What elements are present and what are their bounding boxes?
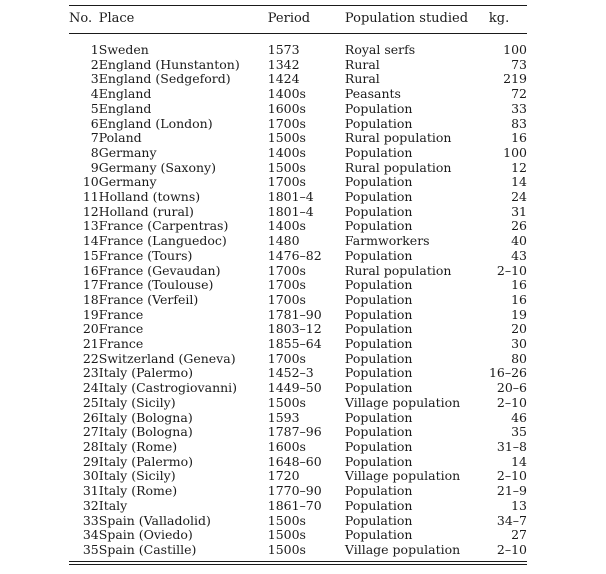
table-row xyxy=(69,58,527,73)
header-place: Place xyxy=(98,11,135,27)
cell-no: 20 xyxy=(82,321,99,337)
cell-kg: 30 xyxy=(511,336,527,352)
cell-kg: 13 xyxy=(511,497,527,513)
cell-place: Italy xyxy=(98,497,128,513)
table-row xyxy=(69,234,527,249)
cell-place: Holland (towns) xyxy=(98,189,201,205)
cell-place: France (Verfeil) xyxy=(98,291,199,307)
cell-population-studied: Population xyxy=(344,291,413,307)
cell-period: 1400s xyxy=(267,86,306,102)
cell-period: 1855–64 xyxy=(267,336,322,352)
cell-period: 1476–82 xyxy=(267,247,322,263)
cell-place: Italy (Castrogiovanni) xyxy=(98,380,238,396)
header-kg: kg. xyxy=(488,11,510,27)
cell-place: France (Languedoc) xyxy=(98,233,227,249)
cell-no: 33 xyxy=(82,512,99,528)
cell-population-studied: Population xyxy=(344,380,413,396)
cell-no: 26 xyxy=(82,409,99,425)
cell-kg: 16 xyxy=(511,277,527,293)
cell-no: 16 xyxy=(82,262,99,278)
cell-population-studied: Village population xyxy=(344,541,461,557)
cell-no: 11 xyxy=(82,189,99,205)
cell-kg: 35 xyxy=(511,424,527,440)
cell-population-studied: Farmworkers xyxy=(344,233,430,249)
cell-place: Poland xyxy=(98,130,142,146)
cell-population-studied: Rural xyxy=(344,71,380,87)
cell-no: 31 xyxy=(82,483,99,499)
cell-no: 3 xyxy=(90,71,99,87)
cell-no: 21 xyxy=(82,336,99,352)
cell-kg: 21–9 xyxy=(496,483,527,499)
header-no: No. xyxy=(69,11,93,27)
cell-period: 1648–60 xyxy=(267,453,322,469)
cell-population-studied: Population xyxy=(344,512,413,528)
cell-population-studied: Population xyxy=(344,144,413,160)
cell-place: England xyxy=(98,86,152,102)
cell-no: 27 xyxy=(82,424,99,440)
cell-period: 1720 xyxy=(267,468,300,484)
cell-place: Germany xyxy=(98,144,157,160)
cell-population-studied: Population xyxy=(344,497,413,513)
cell-kg: 2–10 xyxy=(496,541,527,557)
cell-place: Italy (Bologna) xyxy=(98,424,193,440)
cell-place: France xyxy=(98,321,144,337)
cell-place: Holland (rural) xyxy=(98,203,194,219)
cell-period: 1861–70 xyxy=(267,497,322,513)
cell-no: 22 xyxy=(82,350,99,366)
cell-no: 12 xyxy=(82,203,99,219)
table-row xyxy=(69,514,527,529)
cell-place: Italy (Rome) xyxy=(98,438,178,454)
cell-place: Spain (Oviedo) xyxy=(98,527,193,543)
cell-period: 1801–4 xyxy=(267,189,314,205)
cell-kg: 20 xyxy=(511,321,527,337)
cell-place: France (Toulouse) xyxy=(98,277,214,293)
cell-place: England (London) xyxy=(98,115,213,131)
cell-period: 1500s xyxy=(267,159,306,175)
table-row xyxy=(69,381,527,396)
cell-no: 7 xyxy=(90,130,99,146)
cell-kg: 43 xyxy=(511,247,527,263)
cell-period: 1803–12 xyxy=(267,321,322,337)
cell-place: Italy (Bologna) xyxy=(98,409,193,425)
table-row xyxy=(69,146,527,161)
cell-period: 1700s xyxy=(267,291,306,307)
cell-place: Italy (Sicily) xyxy=(98,394,176,410)
cell-kg: 14 xyxy=(511,453,527,469)
cell-kg: 40 xyxy=(511,233,527,249)
cell-kg: 12 xyxy=(511,159,527,175)
table-row xyxy=(69,352,527,367)
cell-place: France xyxy=(98,306,144,322)
table-row xyxy=(69,161,527,176)
cell-kg: 33 xyxy=(511,100,527,116)
cell-place: Italy (Palermo) xyxy=(98,453,194,469)
cell-no: 25 xyxy=(82,394,99,410)
cell-no: 32 xyxy=(82,497,99,513)
table-row xyxy=(69,484,527,499)
cell-period: 1700s xyxy=(267,262,306,278)
cell-population-studied: Population xyxy=(344,218,413,234)
table-row xyxy=(69,308,527,323)
cell-kg: 46 xyxy=(511,409,527,425)
cell-population-studied: Population xyxy=(344,483,413,499)
cell-no: 8 xyxy=(90,144,99,160)
cell-population-studied: Population xyxy=(344,277,413,293)
cell-period: 1500s xyxy=(267,541,306,557)
cell-place: Italy (Rome) xyxy=(98,483,178,499)
cell-population-studied: Population xyxy=(344,527,413,543)
cell-place: Switzerland (Geneva) xyxy=(98,350,236,366)
cell-kg: 20–6 xyxy=(496,380,527,396)
cell-period: 1400s xyxy=(267,144,306,160)
table-row xyxy=(69,219,527,234)
cell-kg: 2–10 xyxy=(496,394,527,410)
cell-no: 23 xyxy=(82,365,99,381)
cell-population-studied: Village population xyxy=(344,468,461,484)
cell-period: 1781–90 xyxy=(267,306,322,322)
header-population-studied: Population studied xyxy=(344,11,469,27)
cell-place: Germany (Saxony) xyxy=(98,159,216,175)
cell-kg: 72 xyxy=(511,86,527,102)
table-row xyxy=(69,264,527,279)
cell-place: England (Sedgeford) xyxy=(98,71,231,87)
cell-no: 34 xyxy=(82,527,99,543)
cell-period: 1573 xyxy=(267,42,300,57)
cell-no: 13 xyxy=(82,218,99,234)
cell-period: 1801–4 xyxy=(267,203,314,219)
table-row xyxy=(69,72,527,87)
header-period: Period xyxy=(267,11,311,27)
cell-no: 2 xyxy=(90,56,99,72)
table-row xyxy=(69,102,527,117)
cell-period: 1342 xyxy=(267,56,300,72)
cell-kg: 27 xyxy=(511,527,527,543)
cell-population-studied: Population xyxy=(344,100,413,116)
cell-no: 30 xyxy=(82,468,99,484)
cell-no: 17 xyxy=(82,277,99,293)
cell-place: France (Tours) xyxy=(98,247,193,263)
cell-period: 1424 xyxy=(267,71,300,87)
table-row xyxy=(69,293,527,308)
cell-no: 24 xyxy=(82,380,99,396)
table-row xyxy=(69,87,527,102)
cell-population-studied: Population xyxy=(344,438,413,454)
cell-period: 1500s xyxy=(267,394,306,410)
cell-no: 29 xyxy=(82,453,99,469)
cell-period: 1700s xyxy=(267,277,306,293)
cell-period: 1770–90 xyxy=(267,483,322,499)
cell-place: Italy (Palermo) xyxy=(98,365,194,381)
cell-kg: 24 xyxy=(511,189,527,205)
cell-kg: 16–26 xyxy=(488,365,527,381)
cell-no: 9 xyxy=(90,159,99,175)
table-header xyxy=(69,6,527,33)
cell-population-studied: Population xyxy=(344,409,413,425)
cell-kg: 31 xyxy=(511,203,527,219)
table-row xyxy=(69,499,527,514)
table-row xyxy=(69,131,527,146)
cell-place: France (Gevaudan) xyxy=(98,262,221,278)
cell-period: 1700s xyxy=(267,115,306,131)
cell-kg: 219 xyxy=(503,71,527,87)
cell-population-studied: Rural population xyxy=(344,159,452,175)
cell-period: 1500s xyxy=(267,130,306,146)
cell-kg: 31–8 xyxy=(496,438,527,454)
table-row xyxy=(69,366,527,381)
cell-period: 1452–3 xyxy=(267,365,314,381)
cell-population-studied: Rural xyxy=(344,56,380,72)
cell-period: 1500s xyxy=(267,512,306,528)
cell-kg: 100 xyxy=(503,42,527,57)
cell-no: 6 xyxy=(90,115,99,131)
cell-population-studied: Population xyxy=(344,365,413,381)
cell-kg: 73 xyxy=(511,56,527,72)
cell-place: Spain (Castille) xyxy=(98,541,197,557)
bottom-rule-2 xyxy=(69,564,527,565)
table-row xyxy=(69,543,527,558)
cell-no: 28 xyxy=(82,438,99,454)
cell-kg: 100 xyxy=(503,144,527,160)
cell-kg: 2–10 xyxy=(496,262,527,278)
cell-no: 18 xyxy=(82,291,99,307)
table-row xyxy=(69,249,527,264)
table-row xyxy=(69,425,527,440)
table-row xyxy=(69,440,527,455)
cell-population-studied: Population xyxy=(344,350,413,366)
cell-kg: 2–10 xyxy=(496,468,527,484)
bottom-rule-1 xyxy=(69,561,527,562)
cell-population-studied: Rural population xyxy=(344,262,452,278)
cell-no: 14 xyxy=(82,233,99,249)
cell-period: 1449–50 xyxy=(267,380,322,396)
cell-period: 1600s xyxy=(267,438,306,454)
cell-no: 19 xyxy=(82,306,99,322)
cell-no: 10 xyxy=(82,174,99,190)
cell-kg: 83 xyxy=(511,115,527,131)
cell-period: 1787–96 xyxy=(267,424,322,440)
table-row xyxy=(69,411,527,426)
cell-population-studied: Population xyxy=(344,336,413,352)
cell-population-studied: Population xyxy=(344,203,413,219)
cell-no: 5 xyxy=(90,100,99,116)
cell-no: 15 xyxy=(82,247,99,263)
cell-population-studied: Rural population xyxy=(344,130,452,146)
cell-place: England xyxy=(98,100,152,116)
cell-population-studied: Population xyxy=(344,306,413,322)
table-row xyxy=(69,190,527,205)
population-table xyxy=(69,6,527,558)
table-row xyxy=(69,117,527,132)
cell-kg: 34–7 xyxy=(496,512,527,528)
table-row xyxy=(69,469,527,484)
cell-place: France xyxy=(98,336,144,352)
cell-population-studied: Peasants xyxy=(344,86,401,102)
cell-place: Spain (Valladolid) xyxy=(98,512,211,528)
table-row xyxy=(69,455,527,470)
cell-kg: 16 xyxy=(511,130,527,146)
cell-population-studied: Population xyxy=(344,247,413,263)
cell-period: 1700s xyxy=(267,174,306,190)
cell-no: 4 xyxy=(90,86,99,102)
cell-population-studied: Population xyxy=(344,115,413,131)
cell-population-studied: Village population xyxy=(344,394,461,410)
cell-period: 1500s xyxy=(267,527,306,543)
cell-kg: 16 xyxy=(511,291,527,307)
cell-period: 1400s xyxy=(267,218,306,234)
cell-place: France (Carpentras) xyxy=(98,218,229,234)
cell-no: 1 xyxy=(90,42,99,57)
cell-period: 1600s xyxy=(267,100,306,116)
cell-kg: 14 xyxy=(511,174,527,190)
cell-population-studied: Population xyxy=(344,453,413,469)
cell-place: Italy (Sicily) xyxy=(98,468,176,484)
cell-population-studied: Population xyxy=(344,174,413,190)
header-row xyxy=(69,6,527,33)
cell-population-studied: Population xyxy=(344,321,413,337)
table-row xyxy=(69,205,527,220)
table-row xyxy=(69,528,527,543)
cell-place: Sweden xyxy=(98,42,149,57)
cell-no: 35 xyxy=(82,541,99,557)
cell-place: England (Hunstanton) xyxy=(98,56,240,72)
cell-period: 1700s xyxy=(267,350,306,366)
table-row xyxy=(69,175,527,190)
table-row xyxy=(69,396,527,411)
cell-period: 1593 xyxy=(267,409,300,425)
table-body xyxy=(69,33,527,558)
cell-population-studied: Population xyxy=(344,189,413,205)
table-row xyxy=(69,337,527,352)
cell-kg: 19 xyxy=(511,306,527,322)
table-row xyxy=(69,322,527,337)
cell-place: Germany xyxy=(98,174,157,190)
cell-population-studied: Population xyxy=(344,424,413,440)
cell-population-studied: Royal serfs xyxy=(344,42,416,57)
table-row xyxy=(69,278,527,293)
table-row xyxy=(69,43,527,58)
cell-kg: 80 xyxy=(511,350,527,366)
cell-kg: 26 xyxy=(511,218,527,234)
cell-period: 1480 xyxy=(267,233,300,249)
